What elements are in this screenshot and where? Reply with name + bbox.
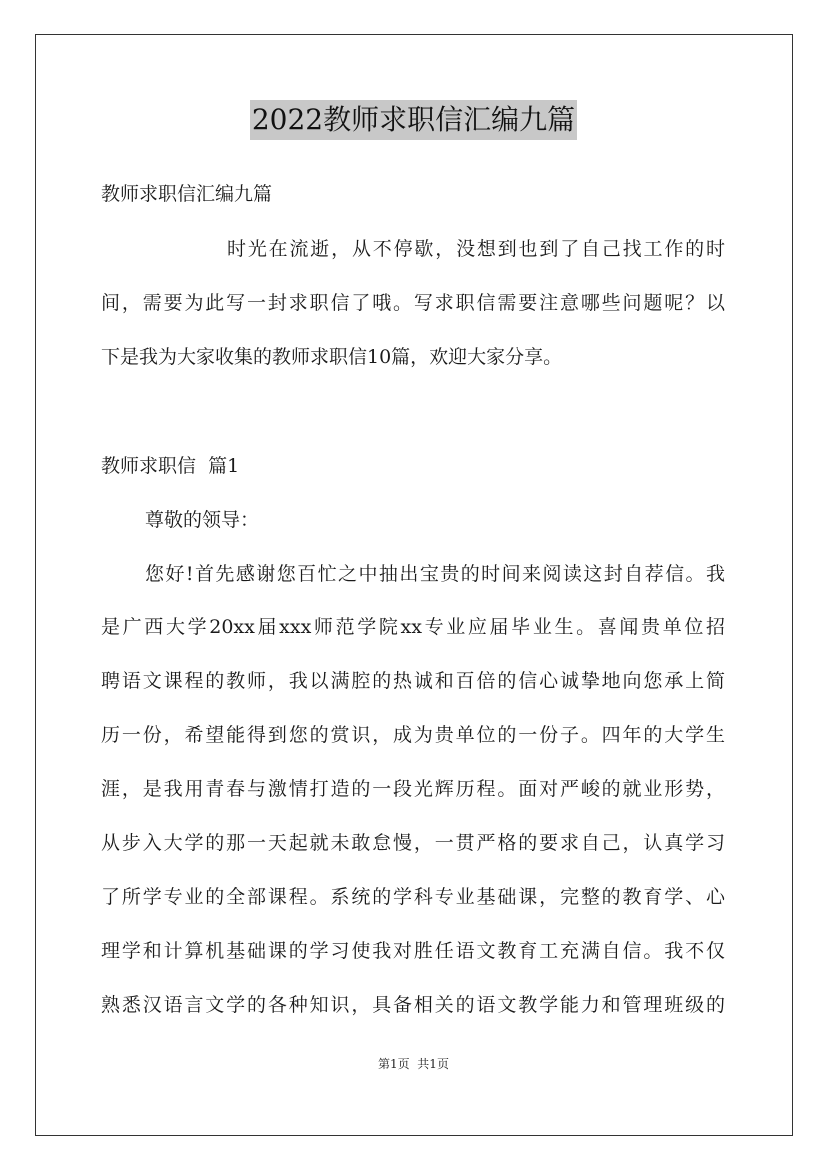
intro-line-3: 下是我为大家收集的教师求职信10篇，欢迎大家分享。 xyxy=(101,346,563,368)
intro-line-1: 时光在流逝，从不停歇，没想到也到了自己找工作的时 xyxy=(227,238,725,260)
body-line-2: 是广西大学20xx届xxx师范学院xx专业应届毕业生。喜闻贵单位招 xyxy=(101,616,725,638)
intro-line-2: 间，需要为此写一封求职信了哦。写求职信需要注意哪些问题呢？以 xyxy=(101,292,725,314)
body-line-3: 聘语文课程的教师，我以满腔的热诚和百倍的信心诚挚地向您承上简 xyxy=(101,670,725,692)
body-line-8: 理学和计算机基础课的学习使我对胜任语文教育工充满自信。我不仅 xyxy=(101,940,725,962)
body-line-9: 熟悉汉语言文学的各种知识，具备相关的语文教学能力和管理班级的 xyxy=(101,994,725,1016)
body-line-6: 从步入大学的那一天起就未敢怠慢，一贯严格的要求自己，认真学习 xyxy=(101,832,725,854)
body-line-1: 您好!首先感谢您百忙之中抽出宝贵的时间来阅读这封自荐信。我 xyxy=(145,563,725,585)
body-line-7: 了所学专业的全部课程。系统的学科专业基础课，完整的教育学、心 xyxy=(101,886,725,908)
body-line-5: 涯，是我用青春与激情打造的一段光辉历程。面对严峻的就业形势， xyxy=(101,778,725,800)
page-footer: 第1页 共1页 xyxy=(378,1057,449,1071)
section-heading: 教师求职信 篇1 xyxy=(101,455,240,477)
document-title: 2022教师求职信汇编九篇 xyxy=(250,100,577,140)
salutation: 尊敬的领导： xyxy=(145,509,260,531)
document-subtitle: 教师求职信汇编九篇 xyxy=(101,183,273,205)
title-container xyxy=(0,100,827,140)
body-line-4: 历一份，希望能得到您的赏识，成为贵单位的一份子。四年的大学生 xyxy=(101,724,725,746)
